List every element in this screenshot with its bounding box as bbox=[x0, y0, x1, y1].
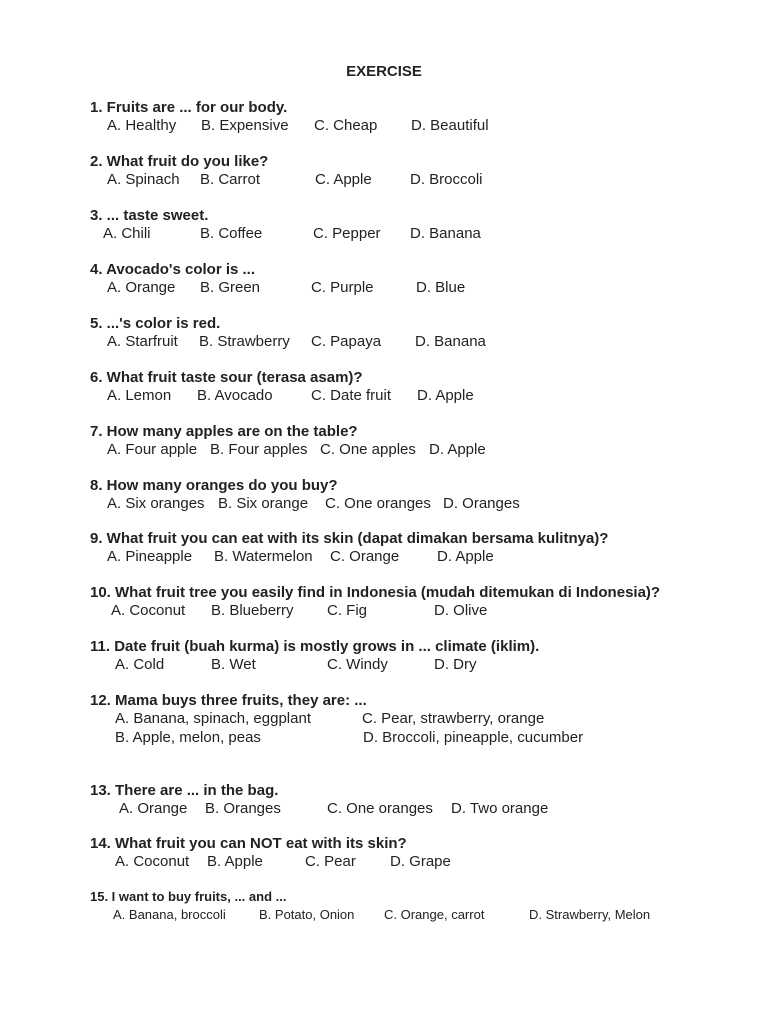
question-text: 9. What fruit you can eat with its skin (dapat dimakan bersama kulitnya)? bbox=[90, 530, 609, 547]
option-d: D. Banana bbox=[410, 225, 481, 242]
question-4 bbox=[90, 261, 466, 297]
option-b: B. Carrot bbox=[200, 171, 261, 188]
option-b: B. Wet bbox=[211, 656, 256, 673]
option-b: B. Expensive bbox=[201, 117, 289, 134]
answer-options bbox=[90, 853, 451, 871]
option-c: C. One oranges bbox=[327, 800, 433, 817]
question-text: 8. How many oranges do you buy? bbox=[90, 477, 338, 494]
question-text: 11. Date fruit (buah kurma) is mostly grows in ... climate (iklim). bbox=[90, 638, 540, 655]
option-d: D. Dry bbox=[434, 656, 477, 673]
question-1 bbox=[90, 99, 489, 135]
option-d: D. Olive bbox=[434, 602, 488, 619]
question-6 bbox=[90, 369, 474, 405]
answer-options bbox=[90, 441, 486, 459]
question-text: 5. ...'s color is red. bbox=[90, 315, 221, 332]
option-b: B. Watermelon bbox=[214, 548, 313, 565]
option-a: A. Starfruit bbox=[107, 333, 178, 350]
option-b: B. Four apples bbox=[210, 441, 308, 458]
question-3 bbox=[90, 207, 481, 243]
option-a: A. Chili bbox=[103, 225, 151, 242]
option-b: B. Coffee bbox=[200, 225, 263, 242]
answer-options bbox=[90, 548, 608, 566]
option-c: C. Fig bbox=[327, 602, 368, 619]
option-c: C. Pepper bbox=[313, 225, 381, 242]
answer-options bbox=[90, 656, 539, 674]
question-text: 4. Avocado's color is ... bbox=[90, 261, 256, 278]
option-b: B. Green bbox=[200, 279, 261, 296]
option-a: A. Spinach bbox=[107, 171, 180, 188]
option-a: A. Pineapple bbox=[107, 548, 193, 565]
question-7 bbox=[90, 423, 486, 459]
answer-options bbox=[90, 602, 660, 620]
question-15 bbox=[90, 888, 651, 924]
question-10 bbox=[90, 584, 660, 620]
option-a: A. Coconut bbox=[115, 853, 190, 870]
option-c: C. Orange bbox=[330, 548, 400, 565]
question-text: 3. ... taste sweet. bbox=[90, 207, 209, 224]
answer-options bbox=[90, 171, 483, 189]
option-d: D. Banana bbox=[415, 333, 486, 350]
option-d: D. Blue bbox=[416, 279, 466, 296]
option-c: C. Orange, carrot bbox=[384, 907, 485, 922]
option-b: B. Apple bbox=[207, 853, 263, 870]
option-d: D. Apple bbox=[437, 548, 494, 565]
answer-options-row-1 bbox=[90, 710, 545, 728]
question-text: 10. What fruit tree you easily find in Indonesia (mudah ditemukan di Indonesia)? bbox=[90, 584, 661, 601]
option-b: B. Blueberry bbox=[211, 602, 294, 619]
answer-options-row-2 bbox=[90, 729, 584, 747]
option-a: A. Banana, broccoli bbox=[113, 907, 226, 922]
option-a: A. Four apple bbox=[107, 441, 198, 458]
answer-options bbox=[90, 387, 474, 405]
option-d: D. Grape bbox=[390, 853, 451, 870]
option-a: A. Coconut bbox=[111, 602, 186, 619]
question-text: 14. What fruit you can NOT eat with its skin? bbox=[90, 835, 407, 852]
option-c: C. Cheap bbox=[314, 117, 378, 134]
option-d: D. Oranges bbox=[443, 495, 520, 512]
option-c: C. One oranges bbox=[325, 495, 431, 512]
answer-options bbox=[90, 495, 520, 513]
option-a: A. Orange bbox=[107, 279, 176, 296]
option-b: B. Apple, melon, peas bbox=[115, 729, 261, 746]
option-c: C. Date fruit bbox=[311, 387, 392, 404]
option-c: C. Pear bbox=[305, 853, 356, 870]
question-text: 13. There are ... in the bag. bbox=[90, 782, 279, 799]
question-text: 1. Fruits are ... for our body. bbox=[90, 99, 288, 116]
option-d: D. Broccoli bbox=[410, 171, 483, 188]
option-a: A. Healthy bbox=[107, 117, 177, 134]
option-b: B. Six orange bbox=[218, 495, 309, 512]
option-d: D. Two orange bbox=[451, 800, 549, 817]
option-b: B. Potato, Onion bbox=[259, 907, 355, 922]
option-d: D. Broccoli, pineapple, cucumber bbox=[363, 729, 584, 746]
question-8 bbox=[90, 477, 520, 513]
question-11 bbox=[90, 638, 539, 674]
option-a: A. Six oranges bbox=[107, 495, 205, 512]
option-a: A. Lemon bbox=[107, 387, 172, 404]
answer-options bbox=[90, 225, 481, 243]
question-text: 12. Mama buys three fruits, they are: ... bbox=[90, 692, 367, 709]
question-2 bbox=[90, 153, 483, 189]
option-b: B. Oranges bbox=[205, 800, 281, 817]
page-title: EXERCISE bbox=[346, 63, 422, 80]
answer-options bbox=[90, 279, 466, 297]
question-9 bbox=[90, 530, 608, 566]
option-d: D. Strawberry, Melon bbox=[529, 907, 651, 922]
question-14 bbox=[90, 835, 451, 871]
option-a: A. Banana, spinach, eggplant bbox=[115, 710, 311, 727]
option-c: C. Apple bbox=[315, 171, 372, 188]
option-d: D. Apple bbox=[417, 387, 474, 404]
option-d: D. Apple bbox=[429, 441, 486, 458]
question-13 bbox=[90, 782, 549, 818]
question-text: 6. What fruit taste sour (terasa asam)? bbox=[90, 369, 363, 386]
option-c: C. One apples bbox=[320, 441, 416, 458]
question-5 bbox=[90, 315, 486, 351]
option-a: A. Orange bbox=[119, 800, 188, 817]
option-b: B. Strawberry bbox=[199, 333, 290, 350]
answer-options bbox=[90, 906, 651, 924]
answer-options bbox=[90, 117, 489, 135]
answer-options bbox=[90, 333, 486, 351]
question-text: 2. What fruit do you like? bbox=[90, 153, 269, 170]
answer-options bbox=[90, 800, 549, 818]
option-c: C. Papaya bbox=[311, 333, 382, 350]
question-text: 15. I want to buy fruits, ... and ... bbox=[90, 889, 287, 904]
option-c: C. Pear, strawberry, orange bbox=[362, 710, 545, 727]
option-d: D. Beautiful bbox=[411, 117, 489, 134]
option-b: B. Avocado bbox=[197, 387, 273, 404]
question-12 bbox=[90, 692, 584, 747]
option-c: C. Windy bbox=[327, 656, 388, 673]
question-text: 7. How many apples are on the table? bbox=[90, 423, 358, 440]
option-c: C. Purple bbox=[311, 279, 374, 296]
option-a: A. Cold bbox=[115, 656, 165, 673]
